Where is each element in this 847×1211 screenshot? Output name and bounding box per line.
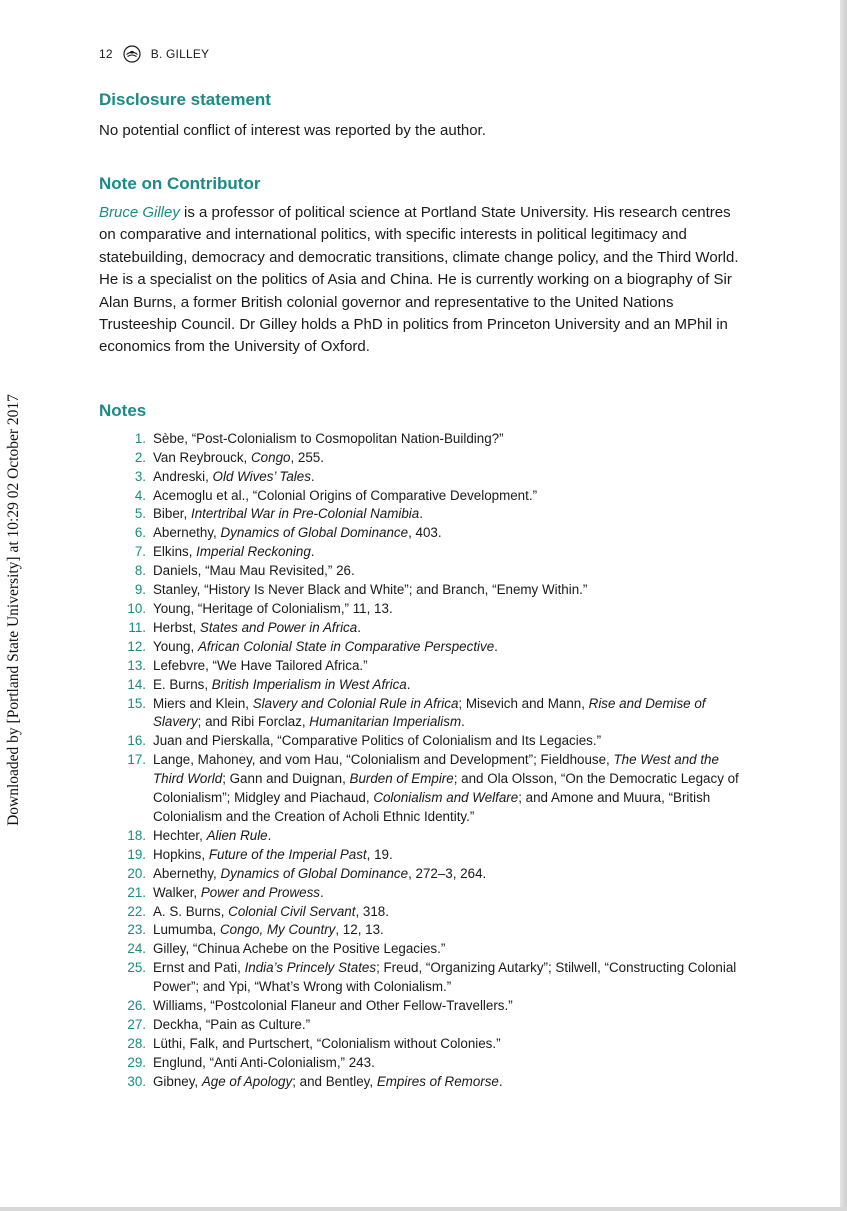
note-title-italic: Congo <box>251 449 291 465</box>
note-title-italic: Imperial Reckoning <box>196 544 311 560</box>
note-number: 19. <box>127 846 146 862</box>
note-text-segment: Sèbe, “Post-Colonialism to Cosmopolitan Nation-Building?” <box>153 430 504 446</box>
note-text-segment: Lange, Mahoney, and vom Hau, “Colonialism and Development”; Fieldhouse, <box>153 752 614 768</box>
note-text-segment: . <box>419 506 423 522</box>
note-title-italic: Intertribal War in Pre-Colonial Namibia <box>190 506 420 522</box>
note-number: 3. <box>134 468 146 484</box>
note-number: 15. <box>127 695 146 711</box>
note-text-segment: ; Gann and Duignan, <box>222 771 350 787</box>
note-text-segment: , 12, 13. <box>335 922 384 938</box>
author-running-head: B. GILLEY <box>150 47 210 61</box>
note-title-italic: Future of the Imperial Past <box>208 846 367 862</box>
note-number: 30. <box>127 1073 146 1089</box>
note-title-italic: India’s Princely States <box>244 960 377 976</box>
note-text <box>153 1016 744 1035</box>
note-title-italic: Dynamics of Global Dominance <box>220 865 409 881</box>
note-number: 22. <box>127 903 146 919</box>
page-number: 12 <box>99 47 113 61</box>
note-text-segment: Abernethy, <box>153 525 221 541</box>
note-item <box>99 581 744 600</box>
note-title-italic: Dynamics of Global Dominance <box>220 525 409 541</box>
note-number: 28. <box>127 1035 146 1051</box>
note-text-segment: Andreski, <box>153 468 213 484</box>
note-text-segment: Van Reybrouck, <box>153 449 251 465</box>
note-item <box>99 827 744 846</box>
note-text <box>153 751 744 827</box>
note-number: 26. <box>127 998 146 1014</box>
note-number: 27. <box>127 1016 146 1032</box>
note-number: 17. <box>127 752 146 768</box>
note-text-segment: Gibney, <box>153 1073 202 1089</box>
note-text <box>153 449 744 468</box>
note-title-italic: African Colonial State in Comparative Perspective <box>197 638 495 654</box>
note-text-segment: , 272–3, 264. <box>408 865 487 881</box>
note-number: 6. <box>134 525 146 541</box>
note-number: 29. <box>127 1054 146 1070</box>
note-item <box>99 449 744 468</box>
note-text <box>153 468 744 487</box>
note-text <box>153 695 744 733</box>
note-item <box>99 657 744 676</box>
note-text <box>153 600 744 619</box>
note-text-segment: , 403. <box>408 525 442 541</box>
note-title-italic: Rise and Demise of Slavery <box>153 695 706 730</box>
note-title-italic: Burden of Empire <box>349 771 454 787</box>
note-number: 5. <box>134 506 146 522</box>
note-number: 1. <box>134 430 146 446</box>
note-item <box>99 1035 744 1054</box>
note-text <box>153 657 744 676</box>
note-number: 11. <box>128 619 146 635</box>
note-item <box>99 865 744 884</box>
contributor-bio-text: is a professor of political science at Portland State University. His research centres on comparative and international politics, with specific interests in political legitimacy and statebuilding, democracy and democratic transitions, climate change policy, and the Third World. He is a specialist on the politics of Asia and China. He is currently working on a biography of Sir Alan Burns, a former British colonial governor and representative to the United Nations Trusteeship Council. Dr Gilley holds a PhD in politics from Princeton University and an MPhil in economics from the University of Oxford. <box>99 204 739 356</box>
note-title-italic: Old Wives’ Tales <box>212 468 311 484</box>
note-title-italic: Alien Rule <box>206 827 268 843</box>
note-number: 9. <box>134 582 146 598</box>
notes-heading: Notes <box>99 400 147 420</box>
note-text <box>153 903 744 922</box>
note-item <box>99 676 744 695</box>
note-number: 12. <box>127 638 146 654</box>
note-item <box>99 997 744 1016</box>
note-item <box>99 487 744 506</box>
note-text <box>153 865 744 884</box>
note-text <box>153 997 744 1016</box>
note-text-segment: Englund, “Anti Anti-Colonialism,” 243. <box>153 1054 375 1070</box>
note-title-italic: Colonialism and Welfare <box>373 790 519 806</box>
disclosure-heading: Disclosure statement <box>99 90 271 109</box>
note-item <box>99 846 744 865</box>
note-text-segment: Deckha, “Pain as Culture.” <box>153 1016 311 1032</box>
note-item <box>99 505 744 524</box>
note-text-segment: Ernst and Pati, <box>153 960 245 976</box>
note-text-segment: , 19. <box>366 846 393 862</box>
note-text-segment: . <box>357 619 361 635</box>
note-item <box>99 1016 744 1035</box>
note-number: 18. <box>127 827 146 843</box>
note-text-segment: Daniels, “Mau Mau Revisited,” 26. <box>153 563 355 579</box>
note-text-segment: . <box>319 884 324 900</box>
note-text-segment: Lumumba, <box>153 922 220 938</box>
note-text-segment: Young, “Heritage of Colonialism,” 11, 13. <box>153 601 393 616</box>
note-title-italic: The West and the Third World <box>153 752 719 787</box>
note-text <box>153 921 744 940</box>
note-text-segment: Stanley, “History Is Never Black and White”; and Branch, “Enemy Within.” <box>153 582 588 598</box>
note-item <box>99 524 744 543</box>
note-text-segment: Abernethy, <box>153 865 221 881</box>
note-item <box>99 543 744 562</box>
note-item <box>99 468 744 487</box>
note-item <box>99 638 744 657</box>
note-text-segment: Young, <box>153 638 198 654</box>
note-number: 4. <box>134 487 146 503</box>
note-text <box>153 1054 744 1073</box>
note-text-segment: Elkins, <box>153 544 197 560</box>
note-item <box>99 751 744 827</box>
note-number: 16. <box>127 733 146 749</box>
note-text-segment: A. S. Burns, <box>153 903 229 919</box>
download-stamp: Downloaded by [Portland State University] at 10:29 02 October 2017 <box>5 394 22 826</box>
page-bottom-edge <box>0 1207 847 1211</box>
note-text <box>153 959 744 997</box>
note-item <box>99 1073 744 1092</box>
note-text-segment: . <box>494 638 498 654</box>
note-text-segment: Herbst, <box>153 619 200 635</box>
note-text <box>153 562 744 581</box>
note-text-segment: ; and Ribi Forclaz, <box>197 714 310 730</box>
note-text-segment: . <box>461 714 465 730</box>
note-text <box>153 638 744 657</box>
note-number: 13. <box>127 657 146 673</box>
note-number: 2. <box>134 449 146 465</box>
note-text-segment: ; and Bentley, <box>292 1073 377 1089</box>
note-title-italic: Power and Prowess <box>200 884 320 900</box>
disclosure-text: No potential conflict of interest was reported by the author. <box>99 122 486 139</box>
note-text <box>153 581 744 600</box>
note-item <box>99 600 744 619</box>
note-text-segment: Juan and Pierskalla, “Comparative Politics of Colonialism and Its Legacies.” <box>153 733 602 749</box>
note-text <box>153 619 744 638</box>
note-text-segment: Biber, <box>153 506 191 522</box>
note-text <box>153 1035 744 1054</box>
note-item <box>99 940 744 959</box>
note-text <box>153 524 744 543</box>
note-number: 14. <box>127 676 146 692</box>
note-item <box>99 562 744 581</box>
running-head <box>99 44 209 64</box>
note-title-italic: States and Power in Africa <box>199 619 358 635</box>
note-title-italic: Empires of Remorse <box>376 1073 499 1089</box>
note-text <box>153 884 744 903</box>
note-number: 23. <box>127 922 146 938</box>
note-text <box>153 543 744 562</box>
note-text-segment: Hechter, <box>153 827 207 843</box>
note-number: 8. <box>134 563 146 579</box>
note-text-segment: Miers and Klein, <box>153 695 253 711</box>
note-text <box>153 430 744 449</box>
note-item <box>99 959 744 997</box>
note-text-segment: . <box>406 676 411 692</box>
note-number: 7. <box>134 544 146 560</box>
note-title-italic: British Imperialism in West Africa <box>211 676 407 692</box>
note-text-segment: . <box>310 544 315 560</box>
note-text-segment: , 318. <box>355 903 389 919</box>
note-item <box>99 732 744 751</box>
note-text <box>153 676 744 695</box>
note-text-segment: , 255. <box>290 449 324 465</box>
note-title-italic: Slavery and Colonial Rule in Africa <box>252 695 459 711</box>
note-text <box>153 487 744 506</box>
note-text-segment: Acemoglu et al., “Colonial Origins of Comparative Development.” <box>153 487 538 503</box>
note-title-italic: Congo, My Country <box>220 922 336 938</box>
note-item <box>99 903 744 922</box>
contributor-name: Bruce Gilley <box>99 204 180 221</box>
note-text-segment: ; Freud, “Organizing Autarky”; Stilwell, “Constructing Colonial Power”; and Ypi, “What’s Wrong with Colonialism.” <box>153 960 737 995</box>
journal-logo-icon <box>123 45 141 63</box>
note-title-italic: Colonial Civil Servant <box>228 903 356 919</box>
note-number: 20. <box>127 865 146 881</box>
contributor-bio <box>99 202 744 359</box>
page-content <box>99 86 744 1092</box>
note-text <box>153 505 744 524</box>
note-item <box>99 695 744 733</box>
note-text <box>153 940 744 959</box>
note-text <box>153 732 744 751</box>
note-number: 25. <box>127 960 146 976</box>
note-text-segment: . <box>498 1073 503 1089</box>
note-text-segment: Gilley, “Chinua Achebe on the Positive Legacies.” <box>153 941 446 957</box>
note-item <box>99 430 744 449</box>
note-text-segment: ; and Amone and Muura, “British Colonialism and the Creation of Acholi Ethnic Identity.” <box>153 790 711 824</box>
note-text-segment: . <box>267 827 272 843</box>
note-text-segment: Lüthi, Falk, and Purtschert, “Colonialism without Colonies.” <box>153 1035 501 1051</box>
note-text <box>153 827 744 846</box>
notes-list <box>99 430 744 1092</box>
note-text-segment: . <box>310 468 315 484</box>
note-text-segment: E. Burns, <box>153 676 212 692</box>
note-title-italic: Humanitarian Imperialism <box>309 714 462 730</box>
note-text-segment: Hopkins, <box>153 846 209 862</box>
note-item <box>99 921 744 940</box>
page-edge-shadow <box>840 0 847 1211</box>
note-item <box>99 619 744 638</box>
note-text-segment: ; and Ola Olsson, “On the Democratic Legacy of Colonialism”; Midgley and Piachaud, <box>153 771 739 806</box>
note-text-segment: Williams, “Postcolonial Flaneur and Other Fellow-Travellers.” <box>153 998 513 1014</box>
note-text <box>153 1073 744 1092</box>
note-title-italic: Age of Apology <box>201 1073 293 1089</box>
note-text <box>153 846 744 865</box>
note-item <box>99 1054 744 1073</box>
note-number: 21. <box>127 884 146 900</box>
note-number: 10. <box>127 601 146 616</box>
note-number: 24. <box>127 941 146 957</box>
note-text-segment: Lefebvre, “We Have Tailored Africa.” <box>153 657 368 673</box>
note-item <box>99 884 744 903</box>
note-text-segment: Walker, <box>153 884 201 900</box>
note-text-segment: ; Misevich and Mann, <box>458 695 589 711</box>
contributor-heading: Note on Contributor <box>99 174 261 193</box>
